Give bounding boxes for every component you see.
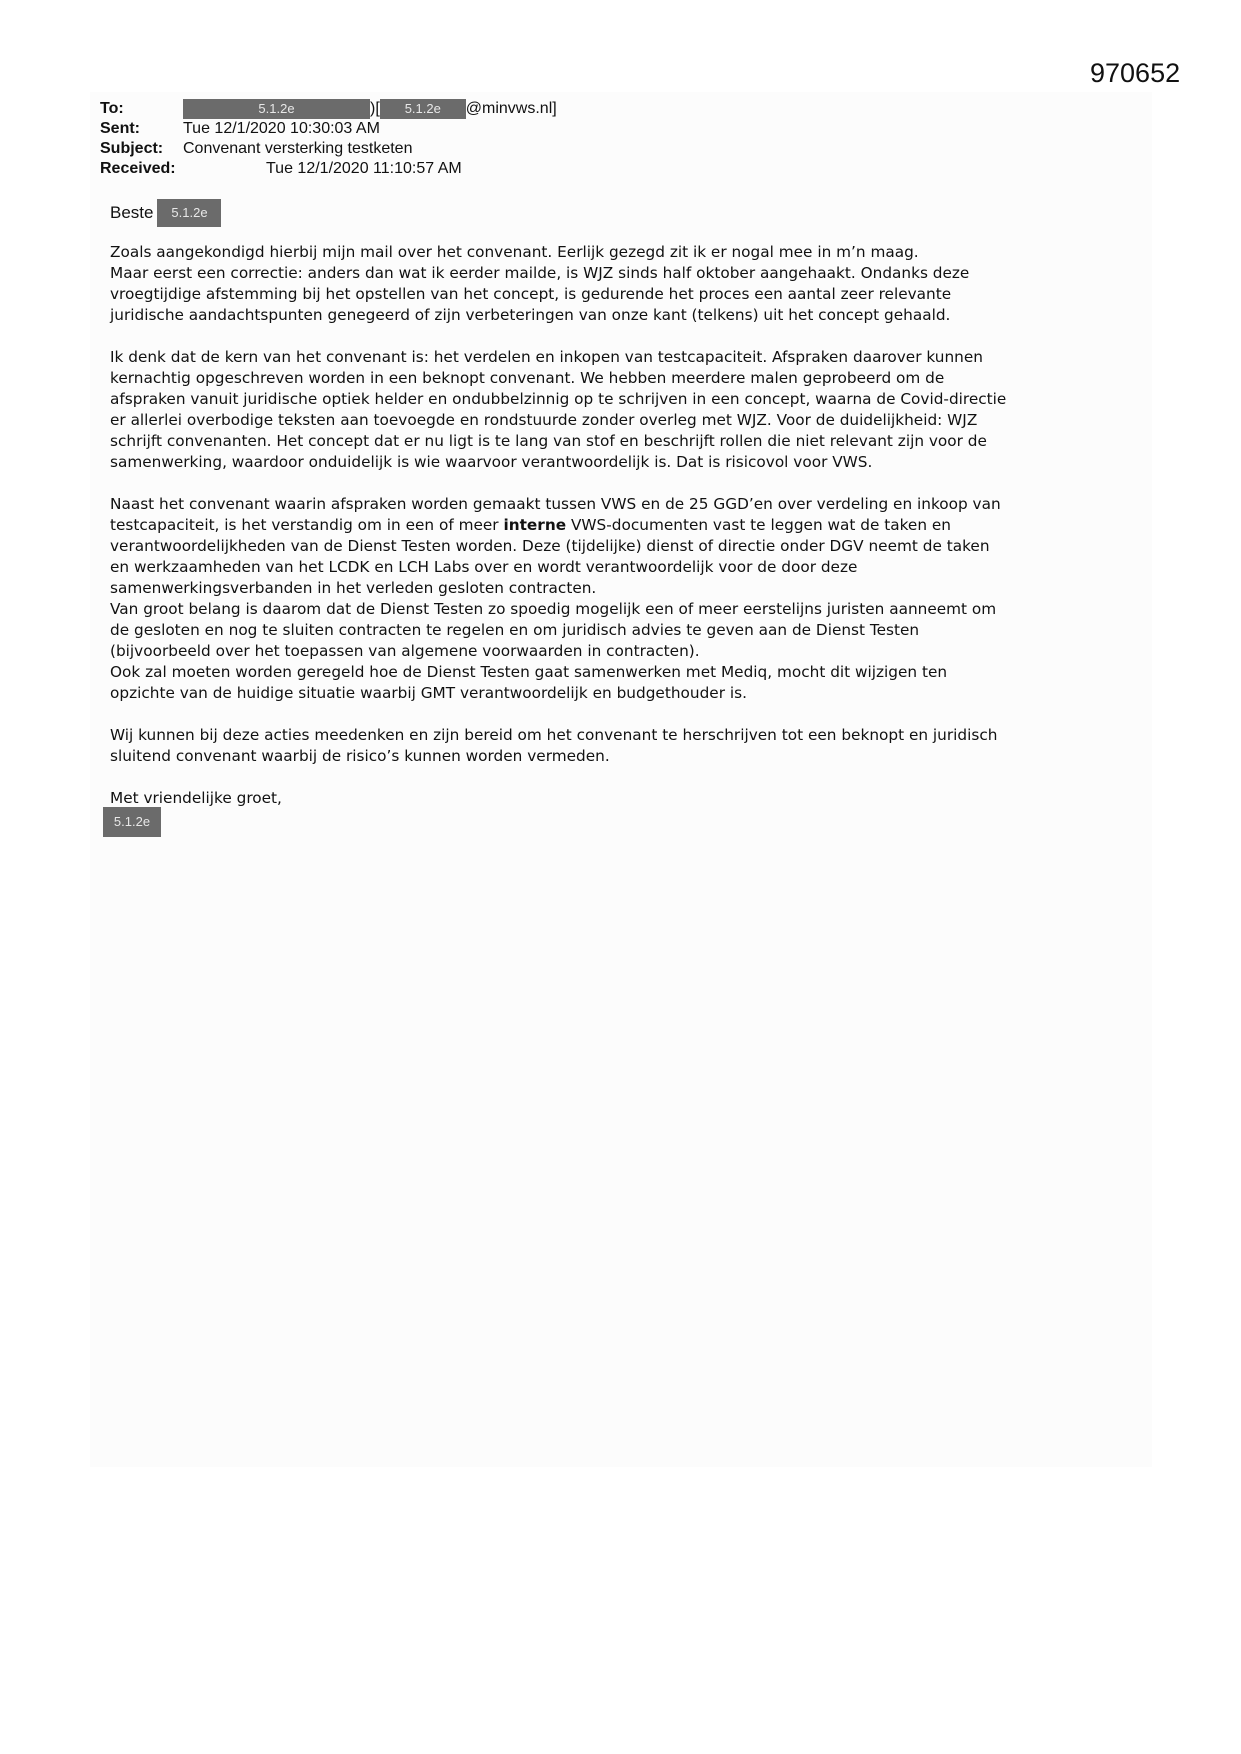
body-line: er allerlei overbodige teksten aan toevoegde en rondstuurde zonder overleg met WJZ. Voor de duidelijkheid: WJZ <box>110 411 978 429</box>
greeting-redaction: 5.1.2e <box>157 199 221 227</box>
email-body <box>110 242 1006 809</box>
body-line: vroegtijdige afstemming bij het opstellen van het concept, is gedurende het proces een aantal zeer relevante <box>110 285 952 303</box>
header-to-row <box>100 99 557 119</box>
sent-value: Tue 12/1/2020 10:30:03 AM <box>183 120 380 137</box>
body-line: verantwoordelijkheden van de Dienst Testen worden. Deze (tijdelijke) dienst of directie onder DGV neemt de taken <box>110 537 990 555</box>
body-line: kernachtig opgeschreven worden in een beknopt convenant. We hebben meerdere malen geprobeerd om de <box>110 369 945 387</box>
body-line: Wij kunnen bij deze acties meedenken en zijn bereid om het convenant te herschrijven tot een beknopt en juridisch <box>110 726 998 744</box>
signature-redaction: 5.1.2e <box>103 807 161 837</box>
body-line: Zoals aangekondigd hierbij mijn mail over het convenant. Eerlijk gezegd zit ik er nogal mee in m’n maag. <box>110 243 919 261</box>
header-received-row <box>100 159 462 179</box>
to-separator: )[ <box>370 100 380 117</box>
body-line <box>110 515 1006 536</box>
signature <box>103 807 161 837</box>
received-label: Received: <box>100 160 176 177</box>
body-line: Van groot belang is daarom dat de Dienst Testen zo spoedig mogelijk een of meer eerstelijns juristen aanneemt om <box>110 600 997 618</box>
body-line: schrijft convenanten. Het concept dat er nu ligt is te lang van stof en beschrijft rollen die niet relevant zijn voor de <box>110 432 987 450</box>
body-line: Maar eerst een correctie: anders dan wat ik eerder mailde, is WJZ sinds half oktober aangehaakt. Ondanks deze <box>110 264 970 282</box>
body-line: en werkzaamheden van het LCDK en LCH Labs over en wordt verantwoordelijk voor de door deze <box>110 558 858 576</box>
header-sent-row <box>100 119 380 139</box>
body-line: sluitend convenant waarbij de risico’s kunnen worden vermeden. <box>110 747 610 765</box>
body-text: testcapaciteit, is het verstandig om in een of meer <box>110 516 504 534</box>
body-line: Ik denk dat de kern van het convenant is: het verdelen en inkopen van testcapaciteit. Afspraken daarover kunnen <box>110 348 983 366</box>
body-line: samenwerkingsverbanden in het verleden gesloten contracten. <box>110 579 597 597</box>
body-line: afspraken vanuit juridische optiek helder en ondubbelzinnig op te schrijven in een concept, waarna de Covid-directie <box>110 390 1007 408</box>
header-subject-row <box>100 139 413 159</box>
body-text: VWS-documenten vast te leggen wat de taken en <box>566 516 951 534</box>
subject-label: Subject: <box>100 140 164 157</box>
body-line: (bijvoorbeeld over het toepassen van algemene voorwaarden in contracten). <box>110 642 700 660</box>
body-line: juridische aandachtspunten genegeerd of zijn verbeteringen van onze kant (telkens) uit het concept gehaald. <box>110 306 951 324</box>
body-bold-text: interne <box>503 516 567 534</box>
closing: Met vriendelijke groet, <box>110 789 282 807</box>
body-line: Ook zal moeten worden geregeld hoe de Dienst Testen gaat samenwerken met Mediq, mocht dit wijzigen ten <box>110 663 948 681</box>
greeting-text: Beste <box>110 203 154 222</box>
to-redaction-1: 5.1.2e <box>183 99 370 119</box>
body-line: samenwerking, waardoor onduidelijk is wie waarvoor verantwoordelijk is. Dat is risicovol voor VWS. <box>110 453 873 471</box>
to-email-suffix: @minvws.nl] <box>465 100 557 117</box>
greeting <box>110 199 221 227</box>
received-value: Tue 12/1/2020 11:10:57 AM <box>266 160 462 177</box>
body-line: de gesloten en nog te sluiten contracten te regelen en om juridisch advies te geven aan de Dienst Testen <box>110 621 920 639</box>
subject-value: Convenant versterking testketen <box>183 140 413 157</box>
document-number: 970652 <box>1090 58 1181 88</box>
to-redaction-2: 5.1.2e <box>380 99 466 119</box>
sent-label: Sent: <box>100 120 140 137</box>
body-line: opzichte van de huidige situatie waarbij GMT verantwoordelijk en budgethouder is. <box>110 684 747 702</box>
to-label: To: <box>100 100 124 117</box>
body-line: Naast het convenant waarin afspraken worden gemaakt tussen VWS en de 25 GGD’en over verdeling en inkoop van <box>110 495 1001 513</box>
